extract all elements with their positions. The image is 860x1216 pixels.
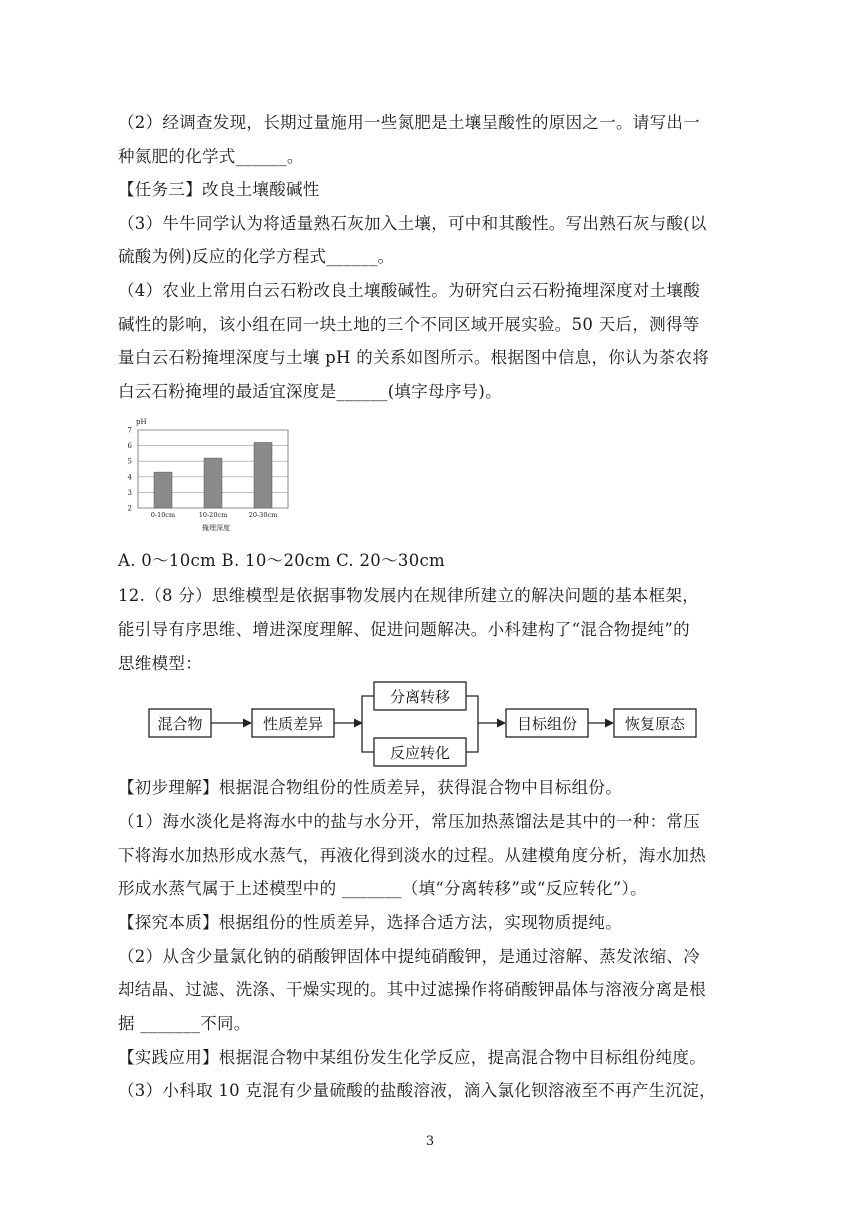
purification-flowchart: [140, 678, 710, 770]
chart-y-tick-label: 5: [127, 457, 132, 466]
text-line: 形成水蒸气属于上述模型中的 _______（填“分离转移”或“反应转化”）。: [118, 879, 647, 898]
chart-y-axis-label: pH: [136, 418, 147, 426]
section-heading: 【任务三】改良土壤酸碱性: [118, 180, 320, 199]
flow-label-reaction: 反应转化: [389, 744, 451, 762]
chart-x-tick-label: 10-20cm: [198, 511, 228, 519]
section-heading: 【初步理解】根据混合物组份的性质差异，获得混合物中目标组份。: [118, 778, 622, 797]
text-line: （4）农业上常用白云石粉改良土壤酸碱性。为研究白云石粉掩埋深度对土壤酸: [118, 281, 700, 300]
text-line: 却结晶、过滤、洗涤、干燥实现的。其中过滤操作将硝酸钾晶体与溶液分离是根: [118, 980, 706, 999]
chart-y-ticks: [128, 427, 133, 513]
chart-bar: [154, 472, 172, 508]
section-heading: 【探究本质】根据组份的性质差异，选择合适方法，实现物质提纯。: [118, 913, 622, 932]
chart-y-tick-label: 7: [127, 426, 132, 435]
chart-bar: [254, 442, 272, 508]
text-line: 碱性的影响，该小组在同一块土地的三个不同区域开展实验。50 天后，测得等: [118, 315, 700, 334]
text-line: 据 _______不同。: [118, 1014, 251, 1033]
text-line: （2）经调查发现，长期过量施用一些氮肥是土壤呈酸性的原因之一。请写出一: [118, 113, 700, 132]
chart-x-ticks: [151, 511, 277, 519]
chart-x-tick-label: 0-10cm: [150, 511, 176, 519]
flow-label-restore: 恢复原态: [624, 715, 686, 733]
merge-line: [466, 696, 478, 752]
flow-label-mixture: 混合物: [157, 715, 203, 733]
page-number: 3: [425, 1134, 435, 1149]
text-line: 下将海水加热形成水蒸气，再液化得到淡水的过程。从建模角度分析，海水加热: [118, 846, 706, 865]
text-line: 量白云石粉掩埋深度与土壤 pH 的关系如图所示。根据图中信息，你认为茶农将: [118, 348, 710, 367]
chart-bar: [204, 458, 222, 508]
text-line: （3）小科取 10 克混有少量硫酸的盐酸溶液，滴入氯化钡溶液至不再产生沉淀，: [118, 1081, 716, 1100]
chart-bars: [154, 442, 272, 508]
chart-y-tick-label: 2: [127, 504, 132, 513]
flow-label-property-diff: 性质差异: [262, 715, 324, 733]
question-12-title: 12.（8 分）思维模型是依据事物发展内在规律所建立的解决问题的基本框架，: [118, 586, 700, 605]
flow-label-target: 目标组份: [516, 715, 578, 733]
text-line: 白云石粉掩埋的最适宜深度是______(填字母序号)。: [118, 382, 502, 401]
ph-bar-chart: [118, 412, 298, 534]
answer-options: A. 0～10cm B. 10～20cm C. 20～30cm: [118, 551, 445, 570]
text-line: （2）从含少量氯化钠的硝酸钾固体中提纯硝酸钾，是通过溶解、蒸发浓缩、冷: [118, 947, 700, 966]
flow-label-separation: 分离转移: [389, 688, 451, 706]
branch-line: [362, 696, 374, 752]
text-line: 能引导有序思维、增进深度理解、促进问题解决。小科建构了“混合物提纯”的: [118, 620, 690, 639]
chart-y-tick-label: 6: [127, 442, 132, 451]
text-line: （1）海水淡化是将海水中的盐与水分开，常压加热蒸馏法是其中的一种：常压: [118, 812, 700, 831]
text-line: 硫酸为例)反应的化学方程式______。: [118, 247, 395, 266]
text-line: 思维模型：: [118, 654, 202, 673]
chart-y-tick-label: 4: [127, 473, 132, 482]
section-heading: 【实践应用】根据混合物中某组份发生化学反应，提高混合物中目标组份纯度。: [118, 1048, 706, 1067]
text-line: 种氮肥的化学式______。: [118, 147, 304, 166]
text-line: （3）牛牛同学认为将适量熟石灰加入土壤，可中和其酸性。写出熟石灰与酸(以: [118, 214, 707, 233]
chart-y-tick-label: 3: [127, 488, 132, 497]
chart-x-axis-label: 掩埋深度: [202, 524, 230, 532]
chart-x-tick-label: 20-30cm: [248, 511, 278, 519]
